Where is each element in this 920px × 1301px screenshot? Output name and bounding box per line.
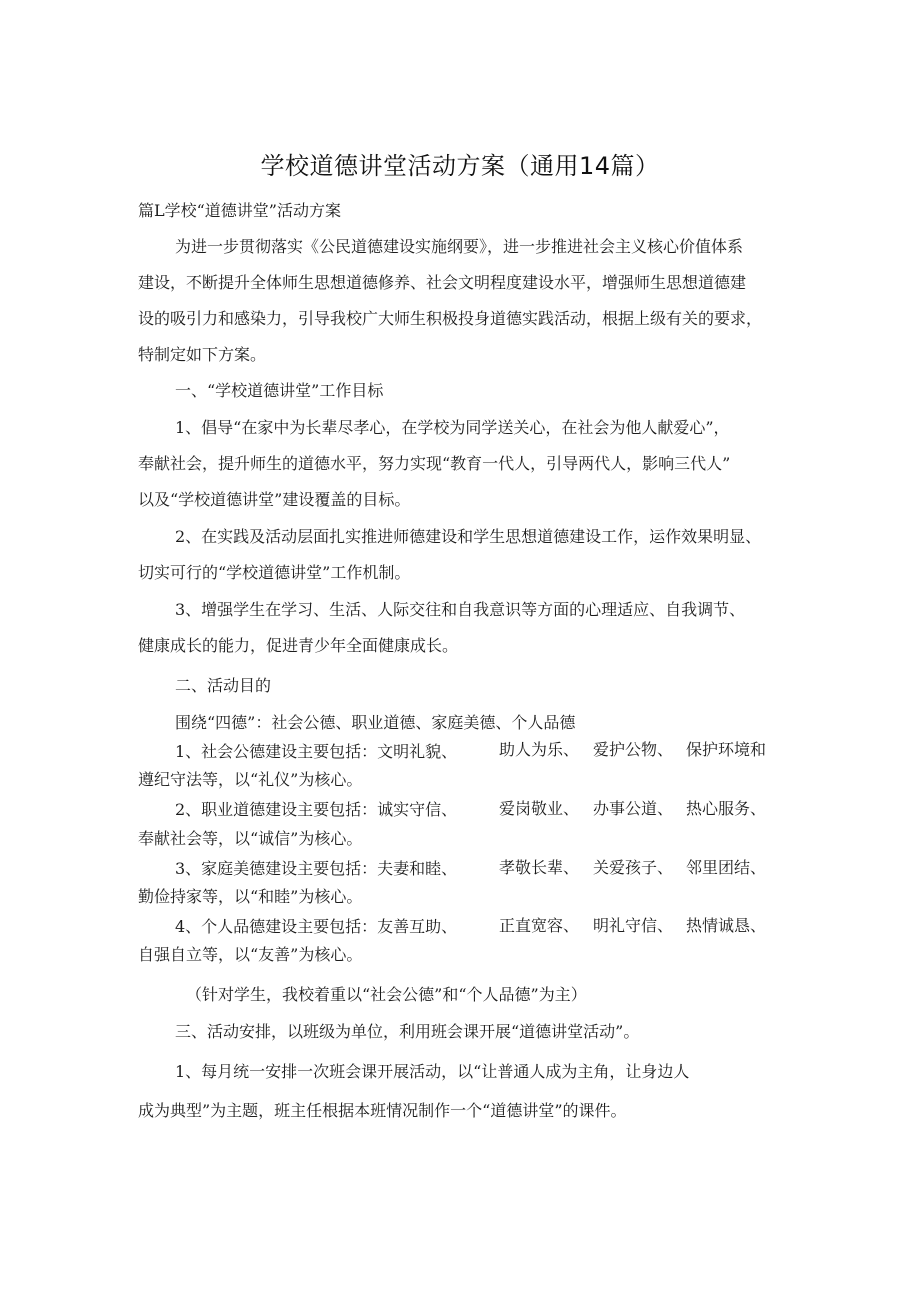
virtue-item-continuation: 自强自立等，以“友善”为核心。 [138, 945, 363, 964]
virtue-item-text: 明礼守信、 [593, 916, 674, 935]
virtue-item-text: 3、家庭美德建设主要包括：夫妻和睦、 [175, 859, 458, 878]
paragraph-line: 围绕“四德”：社会公德、职业道德、家庭美德、个人品德 [175, 713, 576, 732]
virtue-item-text: 爱岗敬业、 [499, 799, 580, 818]
paragraph-line: 1、每月统一安排一次班会课开展活动，以“让普通人成为主角，让身边人 [175, 1062, 690, 1081]
virtue-item-text: 办事公道、 [593, 799, 674, 818]
virtue-item-text: 热情诚恳、 [686, 916, 767, 935]
virtue-item-continuation: 奉献社会等，以“诚信”为核心。 [138, 829, 363, 848]
virtue-item-continuation: 遵纪守法等，以“礼仪”为核心。 [138, 770, 363, 789]
paragraph-line: 成为典型”为主题，班主任根据本班情况制作一个“道德讲堂”的课件。 [138, 1101, 627, 1120]
virtue-item-text: 2、职业道德建设主要包括：诚实守信、 [175, 800, 458, 819]
section-heading: 二、活动目的 [175, 676, 272, 695]
section-heading: 三、活动安排，以班级为单位，利用班会课开展“道德讲堂活动”。 [175, 1022, 640, 1041]
virtue-item-text: 孝敬长辈、 [499, 858, 580, 877]
document-title: 学校道德讲堂活动方案（通用14篇） [260, 152, 660, 180]
virtue-item-text: 爱护公物、 [593, 740, 674, 759]
paragraph-note: （针对学生，我校着重以“社会公德”和“个人品德”为主） [186, 985, 587, 1004]
virtue-item-continuation: 勤俭持家等，以“和睦”为核心。 [138, 887, 363, 906]
paragraph-line: 1、倡导“在家中为长辈尽孝心，在学校为同学送关心，在社会为他人献爱心”， [175, 418, 730, 437]
intro-line: 为进一步贯彻落实《公民道德建设实施纲要》，进一步推进社会主义核心价值体系 [175, 237, 744, 256]
intro-line: 特制定如下方案。 [138, 345, 267, 364]
intro-line: 设的吸引力和感染力，引导我校广大师生积极投身道德实践活动，根据上级有关的要求， [138, 309, 763, 328]
virtue-item-text: 邻里团结、 [686, 858, 767, 877]
paragraph-line: 健康成长的能力，促进青少年全面健康成长。 [138, 636, 459, 655]
virtue-item-text: 4、个人品德建设主要包括：友善互助、 [175, 917, 458, 936]
article-subtitle: 篇L学校“道德讲堂”活动方案 [138, 201, 341, 220]
paragraph-line: 3、增强学生在学习、生活、人际交往和自我意识等方面的心理适应、自我调节、 [175, 600, 746, 619]
virtue-item-text: 1、社会公德建设主要包括：文明礼貌、 [175, 742, 458, 761]
virtue-item-text: 助人为乐、 [499, 740, 580, 759]
paragraph-line: 切实可行的“学校道德讲堂”工作机制。 [138, 563, 411, 582]
virtue-item-text: 正直宽容、 [499, 916, 580, 935]
section-heading: 一、“学校道德讲堂”工作目标 [175, 381, 384, 400]
virtue-item-text: 热心服务、 [686, 799, 767, 818]
paragraph-line: 奉献社会，提升师生的道德水平，努力实现“教育一代人，引导两代人，影响三代人” [138, 454, 731, 473]
intro-line: 建设，不断提升全体师生思想道德修养、社会文明程度建设水平，增强师生思想道德建 [138, 273, 747, 292]
paragraph-line: 以及“学校道德讲堂”建设覆盖的目标。 [138, 490, 411, 509]
virtue-item-text: 保护环境和 [686, 740, 767, 759]
virtue-item-text: 关爱孩子、 [593, 858, 674, 877]
paragraph-line: 2、在实践及活动层面扎实推进师德建设和学生思想道德建设工作，运作效果明显、 [175, 527, 762, 546]
